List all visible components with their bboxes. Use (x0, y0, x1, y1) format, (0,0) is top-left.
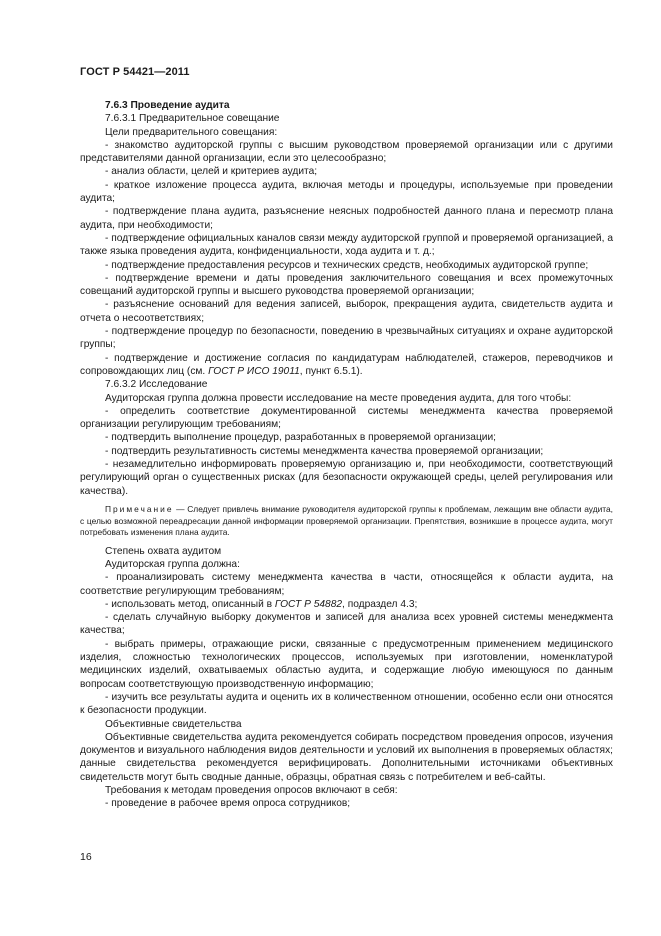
list-item: - проведение в рабочее время опроса сотрудников; (105, 798, 351, 810)
note (80, 504, 613, 539)
list-item: - подтверждение предоставления ресурсов и технических средств, необходимых аудиторской группе; (105, 259, 589, 271)
paragraph-title: Степень охвата аудитом (105, 545, 222, 557)
goals-intro: Цели предварительного совещания: (105, 126, 278, 138)
list-item: - подтверждение официальных каналов связи между аудиторской группой и проверяемой организацией, а также языка проведения аудита, конфиденциальности, хода аудита и т. д.; (80, 232, 613, 258)
document-body (80, 99, 613, 811)
list-item: - подтверждение процедур по безопасности, поведению в чрезвычайных ситуациях и охране аудиторской группы; (80, 326, 613, 351)
list-item: - анализ области, целей и критериев аудита; (105, 166, 318, 178)
list-item-text: , пункт 6.5.1). (299, 365, 363, 377)
list-item: - выбрать примеры, отражающие риски, связанные с предусмотренным применением медицинского изделия, сложностью технологических процессов, используемых при изготовлении, номенклатурой медицинских изделий, охватываемых областью аудита, и содержащие любую имеющуюся по данным вопросам соответствующую производственную информацию; (80, 638, 613, 690)
note-label: Примечание (105, 503, 174, 514)
page-number: 16 (80, 851, 92, 863)
list-item: - проанализировать систему менеджмента качества в части, относящейся к области аудита, на соответствие регулирующим требованиям; (80, 572, 613, 597)
list-item: - сделать случайную выборку документов и записей для анализа всех уровней системы менеджмента качества; (80, 612, 613, 637)
standard-reference: ГОСТ Р ИСО 19011 (208, 365, 300, 377)
list-item: - разъяснение оснований для ведения записей, выборок, прекращения аудита, свидетельств аудита и отчета о несоответствиях; (80, 299, 613, 324)
list-item: - краткое изложение процесса аудита, включая методы и процедуры, используемые при проведении аудита; (80, 179, 613, 205)
paragraph-title: Объективные свидетельства (105, 718, 242, 730)
list-item: - определить соответствие документированной системы менеджмента качества проверяемой организации регулирующим требованиям; (80, 405, 613, 431)
subsection-title: 7.6.3.2 Исследование (105, 379, 208, 391)
list-item: - подтверждение времени и даты проведения заключительного совещания и всех промежуточных совещаний аудиторской группы и высшего руководства проверяемой организации; (80, 272, 613, 298)
list-item (80, 352, 613, 379)
paragraph: Аудиторская группа должна: (105, 558, 240, 570)
standard-reference: ГОСТ Р 54882 (274, 598, 343, 610)
list-item: - подтвердить выполнение процедур, разработанных в проверяемой организации; (105, 432, 497, 444)
list-item-text: - подтверждение и достижение согласия по кандидатурам наблюдателей, стажеров, переводчиков и сопровождающих лиц (см. (80, 352, 613, 377)
section-heading: 7.6.3 Проведение аудита (105, 100, 230, 111)
list-item-text: , подраздел 4.3; (342, 598, 418, 610)
list-item: - незамедлительно информировать проверяемую организацию и, при необходимости, соответствующий регулирующий орган о существенных рисках (для безопасности окружающей среды, целей регулирования или качества). (80, 459, 613, 497)
paragraph: Требования к методам проведения опросов включают в себя: (105, 785, 398, 797)
list-item: - знакомство аудиторской группы с высшим руководством проверяемой организации или с другими представителями данной организации, если это целесообразно; (80, 139, 613, 165)
list-item: - изучить все результаты аудита и оценить их в количественном отношении, особенно если они относятся к безопасности продукции. (80, 691, 613, 717)
paragraph: Объективные свидетельства аудита рекомендуется собирать посредством проведения опросов, изучения документов и визуального наблюдения видов деятельности и условий их выполнения в проверяемых областях; данные свидетельства рекомендуется верифицировать. Дополнительными источниками объективных свидетельств могут быть сводные данные, образцы, обратная связь с потребителем и веб-сайты. (80, 731, 613, 783)
paragraph: Аудиторская группа должна провести исследование на месте проведения аудита, для того чтобы: (105, 392, 572, 404)
list-item-text: - использовать метод, описанный в (105, 598, 275, 610)
subsection-title: 7.6.3.1 Предварительное совещание (105, 113, 280, 125)
list-item: - подтверждение плана аудита, разъяснение неясных подробностей данного плана и пересмотр плана аудита, при необходимости; (80, 206, 613, 231)
document-header: ГОСТ Р 54421—2011 (80, 66, 190, 78)
list-item: - подтвердить результативность системы менеджмента качества проверяемой организации; (105, 445, 544, 457)
list-item (80, 598, 613, 611)
note-text: — Следует привлечь внимание руководителя аудиторской группы к проблемам, лежащим вне области аудита, с целью возможной переадресации данной информации проверяемой организации. Препятствия, возникшие в процессе аудита, могут потребовать изменения плана аудита. (80, 503, 613, 538)
